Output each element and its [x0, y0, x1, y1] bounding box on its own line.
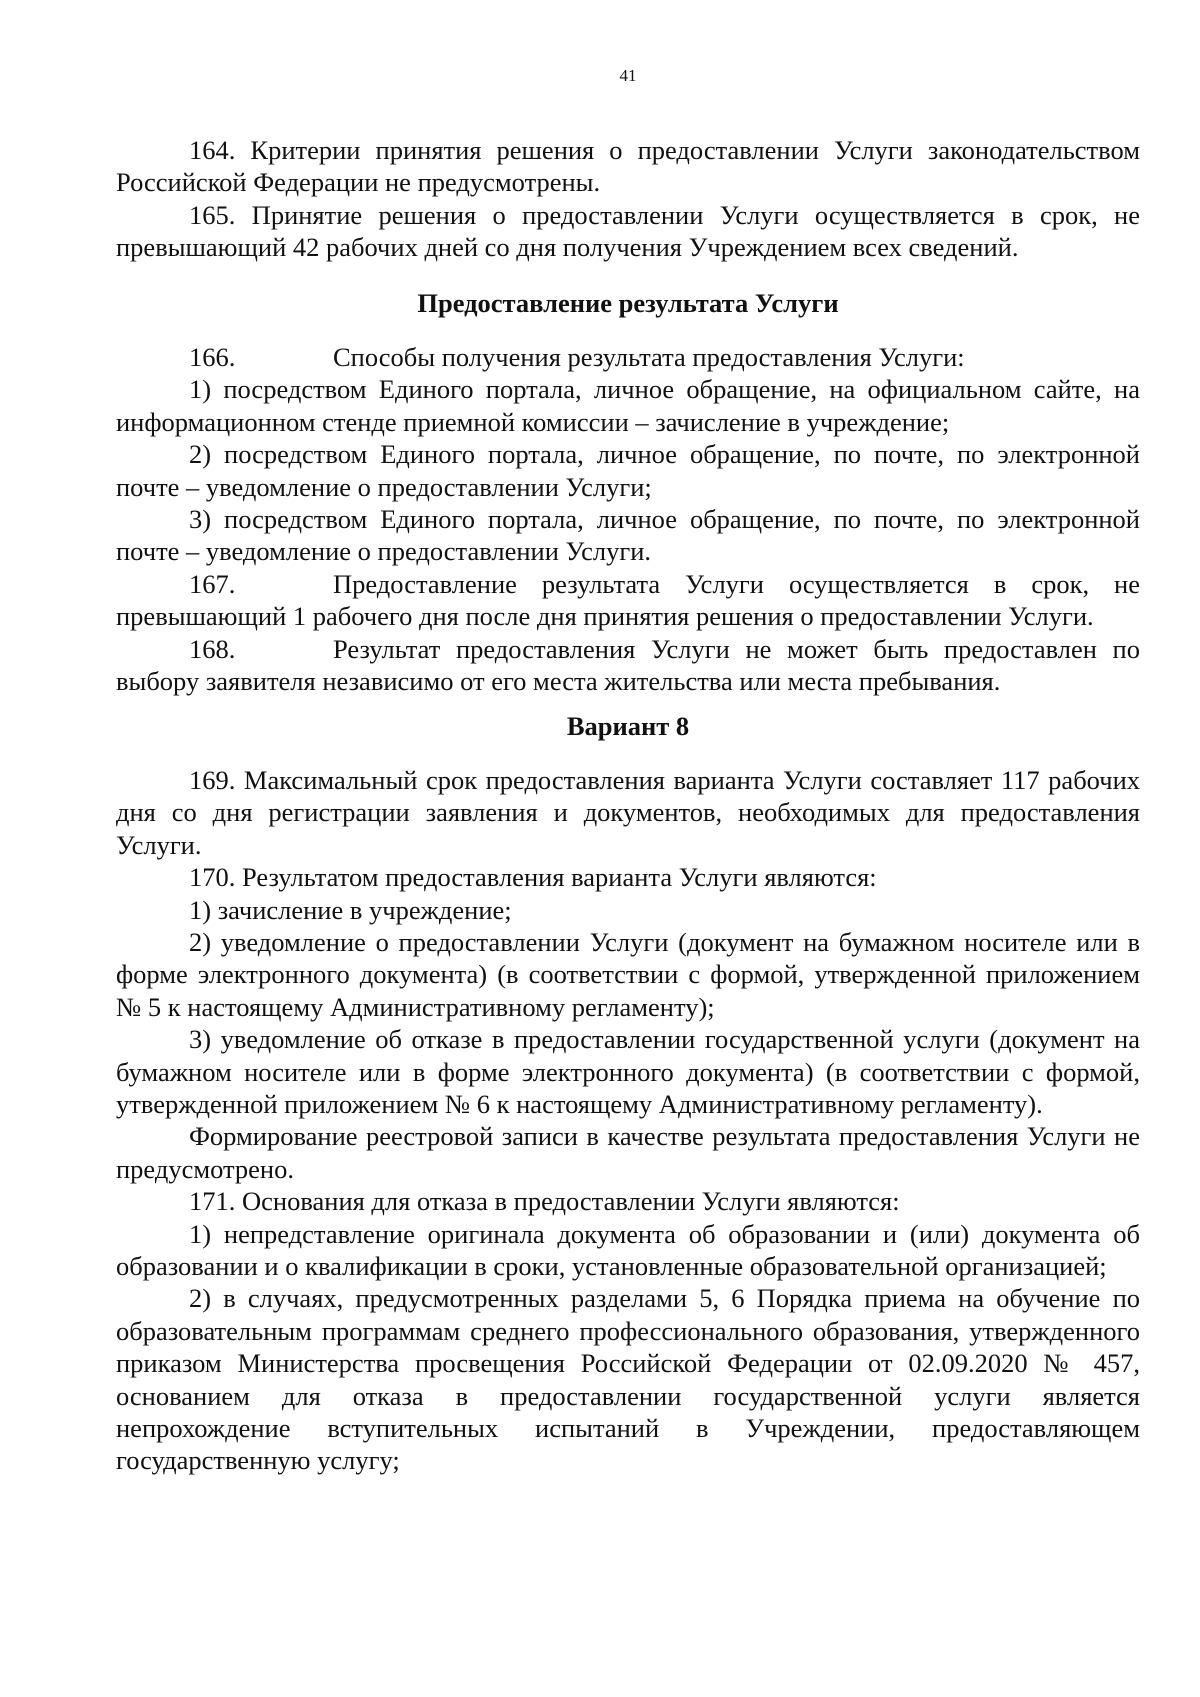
- paragraph-167: [116, 568, 1140, 633]
- paragraph-registry-record: Формирование реестровой записи в качестве результата предоставления Услуги не предусмотрено.: [116, 1121, 1140, 1184]
- paragraph-166-item-2: 2) посредством Единого портала, личное обращение, по почте, по электронной почте – уведомление о предоставлении Услуги;: [116, 439, 1140, 502]
- paragraph-170-item-2: 2) уведомление о предоставлении Услуги (документ на бумажном носителе или в форме электронного документа) (в соответствии с формой, утвержденной приложением № 5 к настоящему Административному регламенту);: [116, 926, 1140, 1022]
- paragraph-166-item-1: 1) посредством Единого портала, личное обращение, на официальном сайте, на информационном стенде приемной комиссии – зачисление в учреждение;: [116, 374, 1140, 437]
- paragraph-169: 169. Максимальный срок предоставления варианта Услуги составляет 117 рабочих дня со дня регистрации заявления и документов, необходимых для предоставления Услуги.: [116, 764, 1140, 860]
- section-heading-variant: Вариант 8: [566, 710, 690, 741]
- paragraph-166-item-3: 3) посредством Единого портала, личное обращение, по почте, по электронной почте – уведомление о предоставлении Услуги.: [116, 504, 1140, 567]
- paragraph-168: [116, 633, 1140, 698]
- section-heading-result: Предоставление результата Услуги: [417, 287, 839, 318]
- paragraph-167-number: 167.: [189, 568, 236, 599]
- paragraph-166-number: 166.: [189, 342, 236, 373]
- paragraph-171: 171. Основания для отказа в предоставлении Услуги являются:: [189, 1186, 900, 1217]
- paragraph-167-text: Предоставление результата Услуги осуществляется в срок, не превышающий 1 рабочего дня после дня принятия решения о предоставлении Услуги.: [116, 568, 1140, 632]
- page-number: 41: [619, 66, 637, 85]
- paragraph-170-item-1: 1) зачисление в учреждение;: [189, 894, 512, 925]
- paragraph-171-item-2: 2) в случаях, предусмотренных разделами 5, 6 Порядка приема на обучение по образовательным программам среднего профессионального образования, утвержденного приказом Министерства просвещения Российской Федерации от 02.09.2020 № 457, основанием для отказа в предоставлении государственной услуги является непрохождение вступительных испытаний в Учреждении, предоставляющем государственную услугу;: [116, 1283, 1140, 1476]
- paragraph-164: 164. Критерии принятия решения о предоставлении Услуги законодательством Российской Федерации не предусмотрены.: [116, 135, 1140, 198]
- paragraph-166-text: Способы получения результата предоставления Услуги:: [333, 342, 965, 373]
- paragraph-165: 165. Принятие решения о предоставлении Услуги осуществляется в срок, не превышающий 42 рабочих дней со дня получения Учреждением всех сведений.: [116, 199, 1140, 263]
- paragraph-168-number: 168.: [189, 633, 236, 664]
- paragraph-166: [116, 341, 1140, 373]
- paragraph-170: 170. Результатом предоставления варианта Услуги являются:: [189, 862, 877, 893]
- paragraph-171-item-1: 1) непредставление оригинала документа об образовании и (или) документа об образовании и о квалификации в сроки, установленные образовательной организацией;: [116, 1218, 1140, 1281]
- paragraph-170-item-3: 3) уведомление об отказе в предоставлении государственной услуги (документ на бумажном носителе или в форме электронного документа) (в соответствии с формой, утвержденной приложением № 6 к настоящему Административному регламенту).: [116, 1024, 1140, 1119]
- paragraph-168-text: Результат предоставления Услуги не может быть предоставлен по выбору заявителя независимо от его места жительства или места пребывания.: [116, 633, 1140, 697]
